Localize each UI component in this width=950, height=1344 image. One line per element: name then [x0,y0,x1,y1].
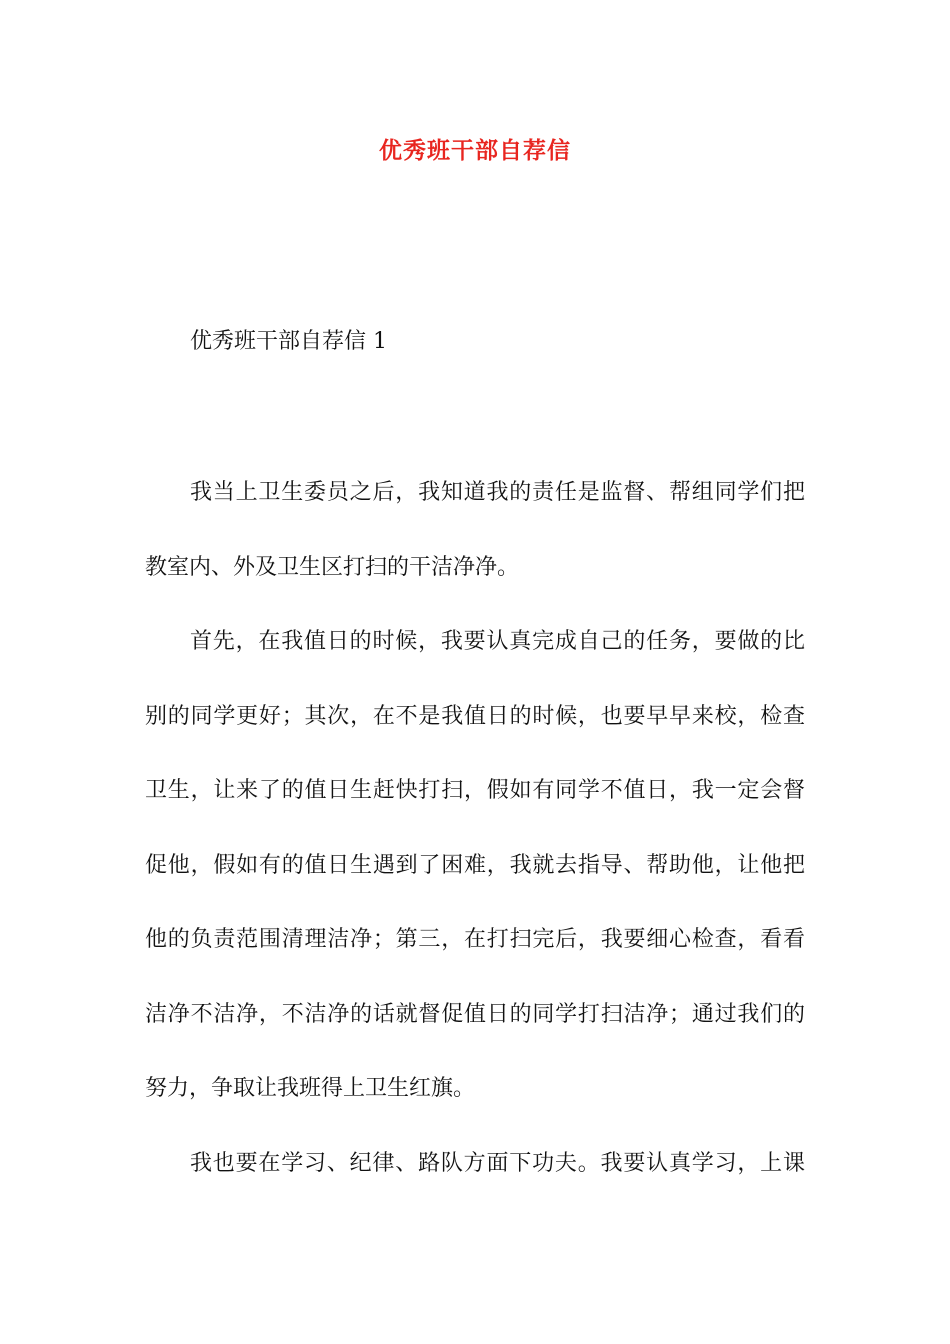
document-title: 优秀班干部自荐信 [379,137,571,164]
body-line: 我当上卫生委员之后，我知道我的责任是监督、帮组同学们把 [190,480,805,505]
body-line: 我也要在学习、纪律、路队方面下功夫。我要认真学习，上课 [190,1150,805,1176]
body-line: 努力，争取让我班得上卫生红旗。 [145,1076,476,1101]
body-line: 教室内、外及卫生区打扫的干洁净净。 [145,554,520,580]
body-line: 别的同学更好；其次，在不是我值日的时候，也要早早来校，检查 [145,703,805,729]
body-line: 他的负责范围清理洁净；第三，在打扫完后，我要细心检查，看看 [145,927,805,952]
body-line: 促他，假如有的值日生遇到了困难，我就去指导、帮助他，让他把 [145,852,805,878]
body-line: 首先，在我值日的时候，我要认真完成自己的任务，要做的比 [190,629,805,654]
letter-body [145,474,805,1219]
letter-subheading: 优秀班干部自荐信 1 [190,329,387,354]
body-line: 洁净不洁净，不洁净的话就督促值日的同学打扫洁净；通过我们的 [145,1001,805,1027]
body-line: 卫生，让来了的值日生赶快打扫，假如有同学不值日，我一定会督 [145,778,805,803]
